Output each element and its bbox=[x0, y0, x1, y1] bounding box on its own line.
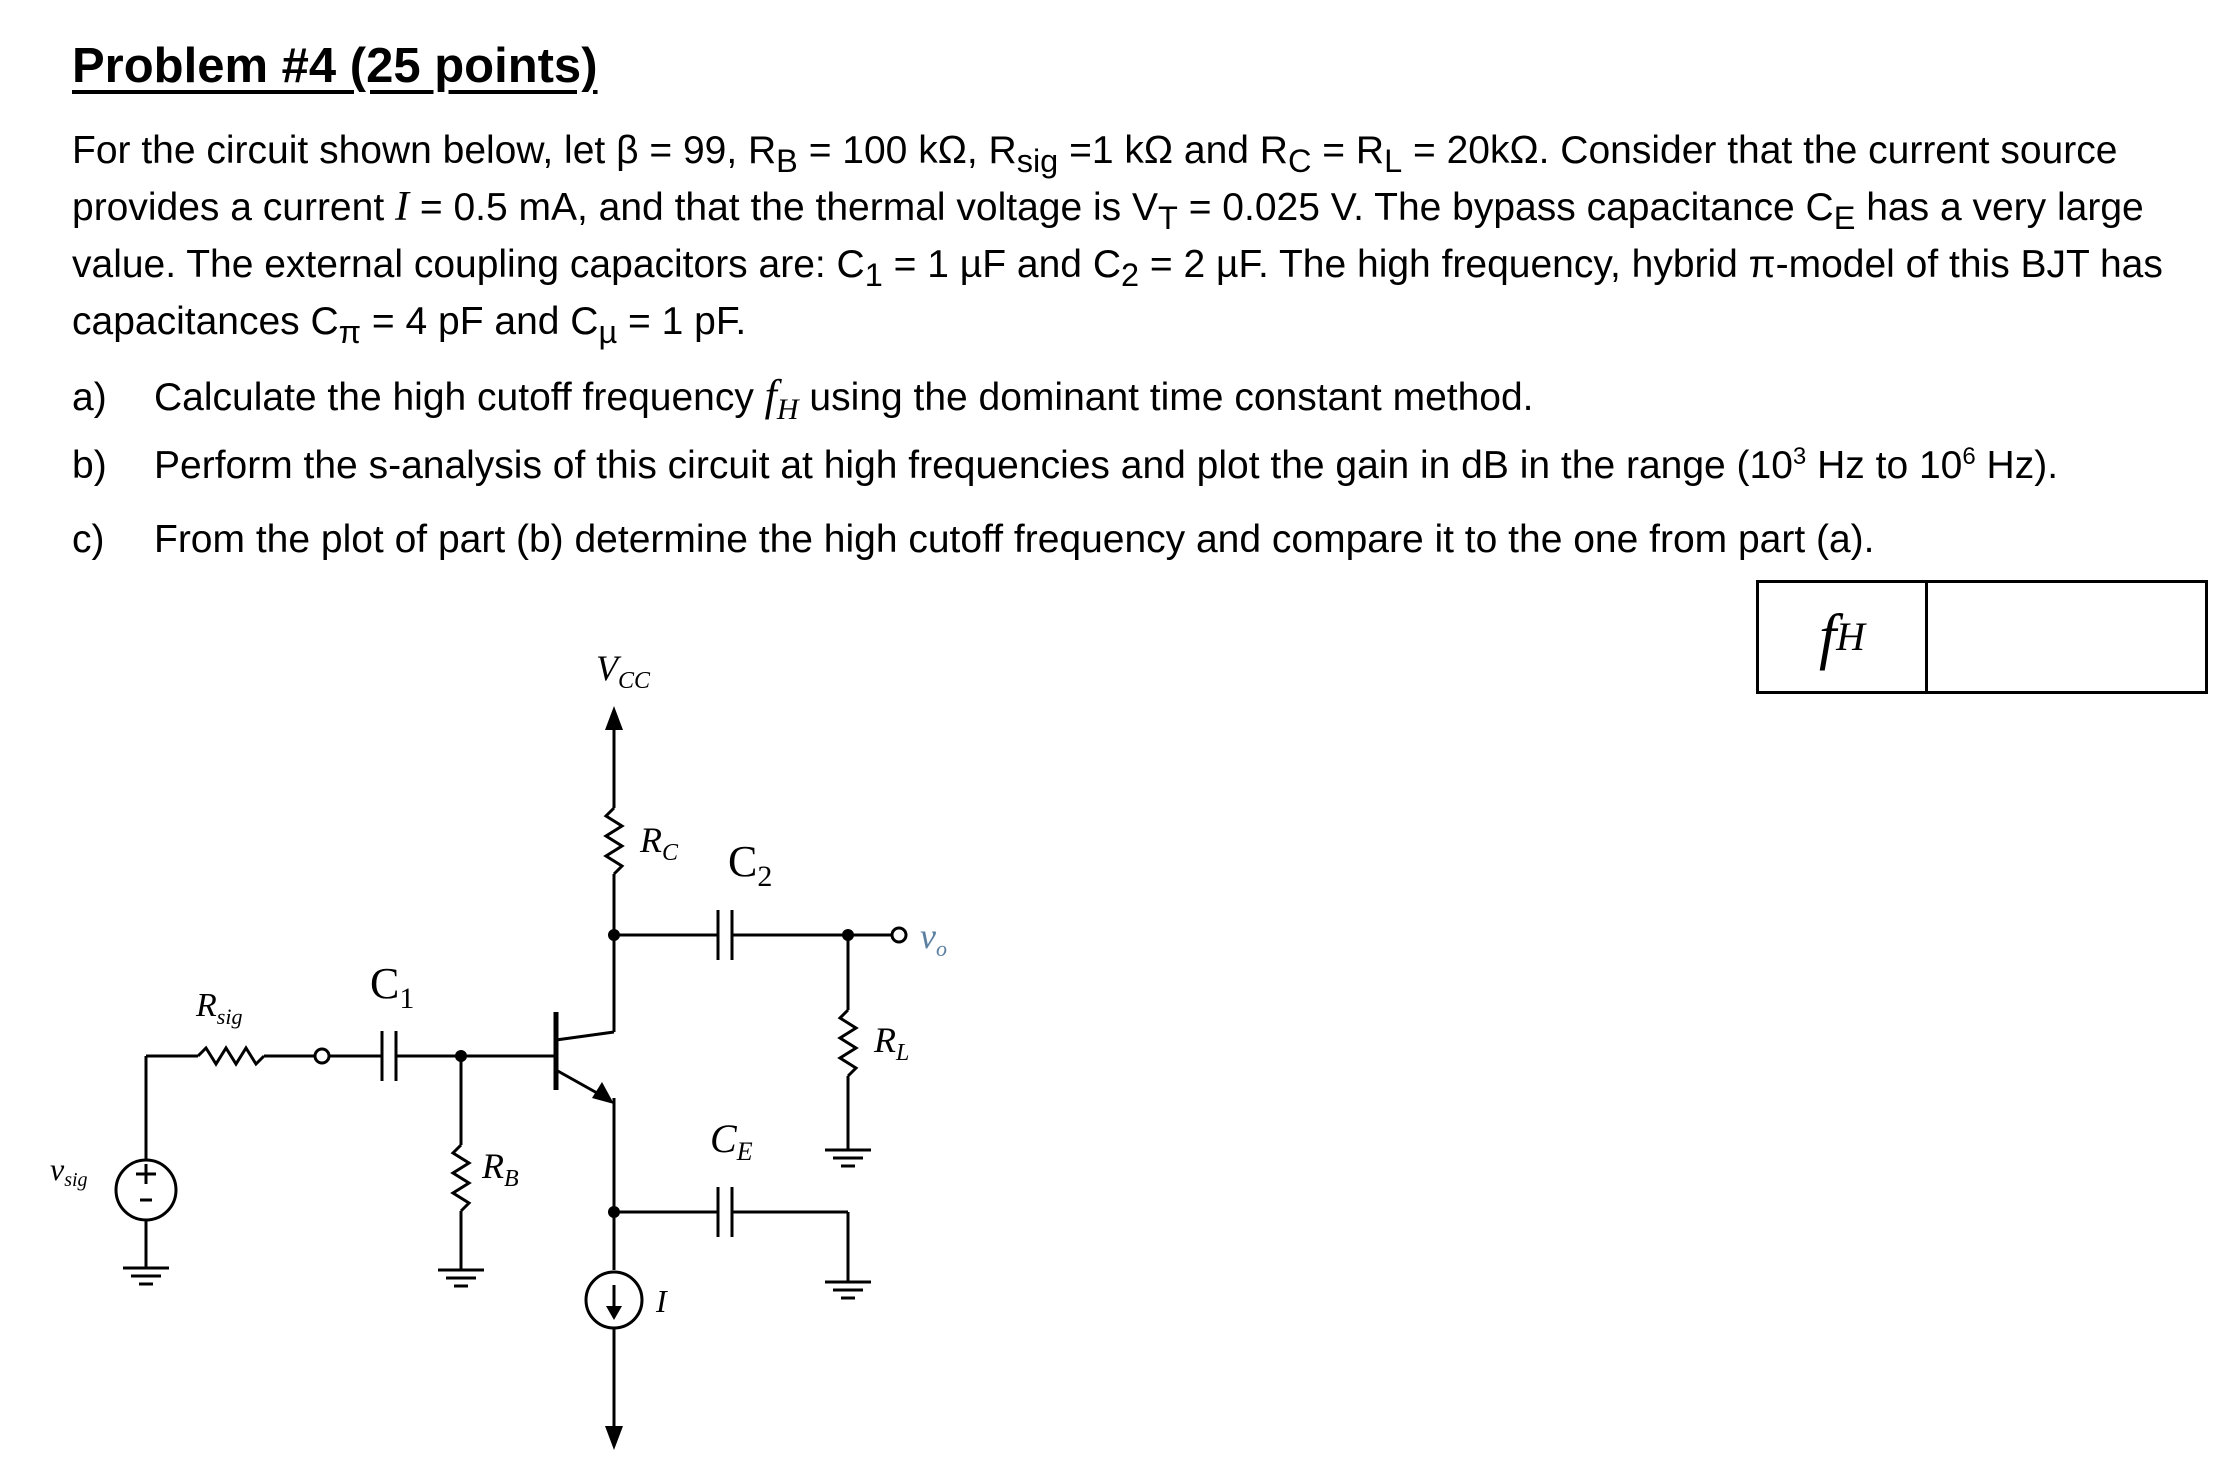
problem-title: Problem #4 (25 points) bbox=[72, 39, 598, 93]
rsig-resistor bbox=[198, 1048, 264, 1064]
answer-label: f H bbox=[1759, 583, 1928, 691]
problem-statement: For the circuit shown below, let β = 99, $R_B = 100$ kΩ, $R_{sig} =1$ kΩ and $R_C = R_L = 20k\Omega$. Consider that the current source provides a current I = 0.5 mA, and that the thermal voltage is $V_T = 0.025$ V. The bypass capacitance $C_E$ has a very large value. The external coupling capacitors are: $C_1 = 1$ µF and $C_2 = 2$ µF. The high frequency, hybrid π-model of this BJT has capacitances $C_\pi = 4$ pF and $C_\mu = 1$ pF. bbox=[72, 129, 2163, 350]
i-label: I bbox=[656, 1283, 667, 1319]
ground-rb bbox=[438, 1270, 484, 1286]
vcc-supply bbox=[605, 706, 623, 808]
ce-capacitor bbox=[718, 1187, 732, 1237]
question-b: b) Perform the s-analysis of this circuit at high frequencies and plot the gain in dB in the range ($10^3$ Hz to $10^6$ Hz). bbox=[72, 443, 2059, 487]
rc-resistor bbox=[606, 808, 622, 874]
c2-label: $C_2$ bbox=[728, 837, 773, 893]
rb-resistor bbox=[453, 1145, 469, 1211]
ground-vsig bbox=[123, 1268, 169, 1284]
rb-label: $R_B$ bbox=[482, 1146, 519, 1192]
vsig-label: vsig bbox=[50, 1151, 88, 1191]
ground-rl bbox=[825, 1150, 871, 1166]
rsig-label: $R_{sig}$ bbox=[196, 987, 243, 1029]
rl-label: $R_L$ bbox=[874, 1020, 910, 1066]
vo-label: $v_o$ bbox=[920, 916, 947, 961]
question-c: c) From the plot of part (b) determine the high cutoff frequency and compare it to the one from part (a). bbox=[72, 518, 1875, 561]
ce-label: $C_E$ bbox=[710, 1116, 753, 1166]
c1-label: $C_1$ bbox=[370, 959, 415, 1015]
c2-capacitor bbox=[718, 910, 732, 960]
c1-capacitor bbox=[382, 1031, 396, 1081]
vo-output-terminal bbox=[892, 928, 906, 942]
ground-ce bbox=[825, 1282, 871, 1298]
input-terminal bbox=[315, 1049, 329, 1063]
bjt-transistor bbox=[556, 1012, 614, 1104]
rc-label: $R_C$ bbox=[640, 820, 679, 866]
question-a: a) Calculate the high cutoff frequency $f_H$ using the dominant time constant method. bbox=[72, 371, 1534, 426]
rl-resistor bbox=[840, 1010, 856, 1076]
vcc-label: $V_{CC}$ bbox=[596, 648, 651, 694]
